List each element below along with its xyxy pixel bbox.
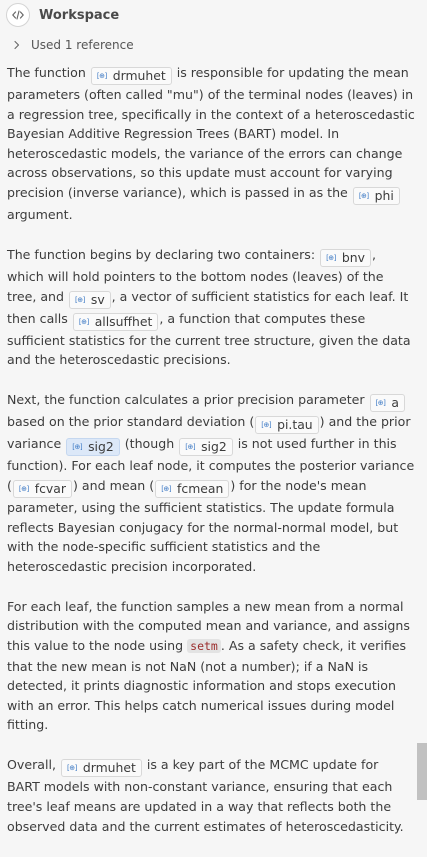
variable-icon: [⊕]	[72, 443, 83, 452]
answer-content	[7, 63, 415, 857]
variable-icon: [⊕]	[18, 484, 29, 493]
symbol-chip-sv[interactable]: [⊕] sv	[69, 291, 111, 309]
variable-icon: [⊕]	[358, 191, 369, 200]
workspace-title: Workspace	[39, 7, 120, 23]
paragraph-4: For each leaf, the function samples a new mean from a normal distribution with the computed mean and variance, and assigns this value to the node using setm . As a safety check, it verifies that the new mean is not NaN (not a number); if a NaN is detected, it prints diagnostic information and stops execution with an error. This helps catch numerical issues during model fitting.	[7, 598, 410, 733]
variable-icon: [⊕]	[161, 484, 172, 493]
symbol-chip-sig2[interactable]: [⊕] sig2	[179, 438, 232, 456]
symbol-chip-sig2-highlighted[interactable]: [⊕] sig2	[66, 438, 119, 456]
variable-icon: [⊕]	[78, 317, 89, 326]
paragraph-5: Overall, [⊕] drmuhet is a key part of the MCMC update for BART models with non-constant variance, ensuring that each tree's leaf means are updated in a way that reflects both the observed data and the current estimates of heteroscedasticity.	[7, 757, 404, 834]
symbol-chip-fcmean[interactable]: [⊕] fcmean	[155, 480, 229, 498]
symbol-chip-drmuhet[interactable]: [⊕] drmuhet	[61, 759, 142, 777]
inline-code-setm: setm	[187, 639, 221, 653]
variable-icon: [⊕]	[375, 399, 386, 408]
variable-icon: [⊕]	[185, 443, 196, 452]
symbol-chip-phi[interactable]: [⊕] phi	[353, 187, 400, 205]
variable-icon: [⊕]	[96, 72, 107, 80]
symbol-chip-pi-tau[interactable]: [⊕] pi.tau	[255, 416, 318, 434]
symbol-chip-drmuhet[interactable]: [⊕] drmuhet	[91, 67, 172, 85]
references-toggle[interactable]	[12, 36, 134, 54]
paragraph-1: The function [⊕] drmuhet is responsible for updating the mean parameters (often called "mu") of the terminal nodes (leaves) in a regression tree, specifically in the context of a heteroscedastic Bayesian Additive Regression Trees (BART) model. In heteroscedastic models, the variance of the errors can change across observations, so this update must account for varying precision (inverse variance), which is passed in as the [⊕] phi argument.	[7, 65, 415, 222]
references-label: Used 1 reference	[31, 38, 134, 52]
code-icon[interactable]	[6, 3, 30, 27]
chevron-right-icon	[12, 40, 22, 50]
workspace-header	[6, 2, 119, 28]
variable-icon: [⊕]	[67, 764, 77, 773]
scrollbar-thumb[interactable]	[417, 743, 427, 800]
variable-icon: [⊕]	[75, 295, 85, 304]
variable-icon: [⊕]	[326, 254, 336, 263]
paragraph-2: The function begins by declaring two containers: [⊕] bnv , which will hold pointers to the bottom nodes (leaves) of the tree, and [⊕] sv , a vector of sufficient statistics for each leaf. It then calls [⊕] allsuffhet , a function that computes these sufficient statistics for the current tree structure, given the data and the heteroscedastic precisions.	[7, 247, 411, 368]
symbol-chip-fcvar[interactable]: [⊕] fcvar	[13, 480, 72, 498]
symbol-chip-allsuffhet[interactable]: [⊕] allsuffhet	[73, 313, 159, 331]
symbol-chip-bnv[interactable]: [⊕] bnv	[320, 249, 371, 267]
symbol-chip-a[interactable]: [⊕] a	[370, 394, 405, 412]
paragraph-3: Next, the function calculates a prior precision parameter [⊕] a based on the prior standard deviation ( [⊕] pi.tau ) and the prior variance [⊕] sig2 (though [⊕] sig2 is not used further in this function). For each leaf node, it computes the posterior variance ( [⊕] fcvar ) and mean ( [⊕] fcmean ) for the node's mean parameter, using the sufficient statistics. The update formula reflects Bayesian conjugacy for the normal-normal model, but with the node-specific sufficient statistics and the heteroscedastic precision incorporated.	[7, 392, 415, 574]
variable-icon: [⊕]	[261, 421, 272, 430]
